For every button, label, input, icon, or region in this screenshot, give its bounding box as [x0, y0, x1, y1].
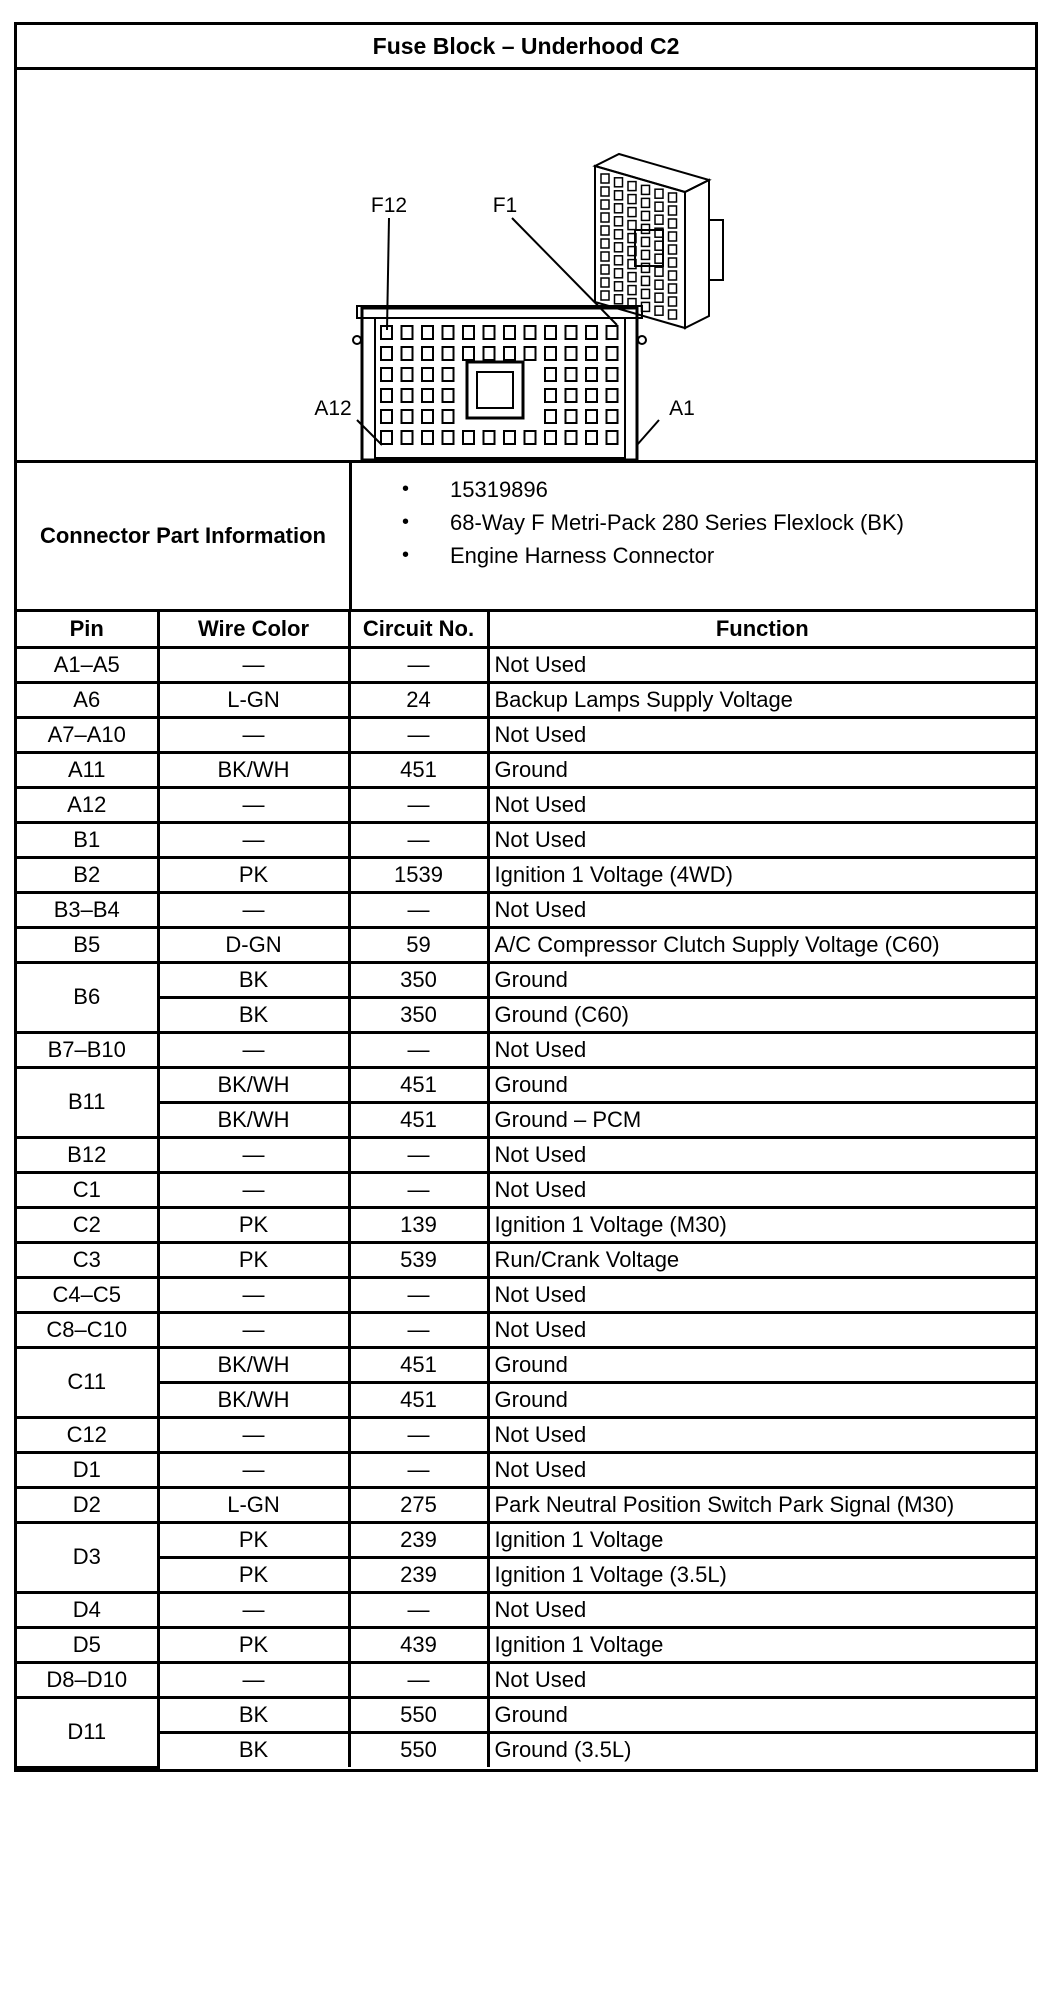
iso-cavity: [669, 232, 677, 241]
harness-name: • Engine Harness Connector: [402, 539, 1035, 572]
wire-color-cell: —: [158, 1277, 349, 1312]
table-row: [17, 1137, 1035, 1172]
function-cell: Run/Crank Voltage: [488, 1242, 1035, 1277]
cavity: [484, 431, 495, 444]
cavity: [422, 326, 433, 339]
circuit-cell: —: [349, 822, 488, 857]
iso-cavity: [655, 293, 663, 302]
pin-cell: C4–C5: [17, 1277, 158, 1312]
table-row: [17, 1487, 1035, 1522]
connector-diagram: [17, 70, 1035, 460]
table-row: [17, 1242, 1035, 1277]
table-row: [17, 962, 1035, 997]
wire-color-cell: —: [158, 1662, 349, 1697]
circuit-cell: 451: [349, 752, 488, 787]
cavity: [443, 410, 454, 423]
cavity: [607, 431, 618, 444]
cavity: [443, 431, 454, 444]
iso-cavity: [628, 221, 636, 230]
circuit-cell: 439: [349, 1627, 488, 1662]
pin-cell: B12: [17, 1137, 158, 1172]
function-cell: Not Used: [488, 1312, 1035, 1347]
cavity: [586, 347, 597, 360]
pinout-table: [17, 612, 1035, 1769]
iso-cavity: [628, 208, 636, 217]
cavity: [566, 410, 577, 423]
cavity: [566, 389, 577, 402]
iso-cavity: [601, 239, 609, 248]
wire-color-cell: BK/WH: [158, 1102, 349, 1137]
function-cell: Not Used: [488, 1137, 1035, 1172]
iso-cavity: [601, 200, 609, 209]
iso-cavity: [642, 198, 650, 207]
iso-cavity: [615, 204, 623, 213]
pin-cell: D4: [17, 1592, 158, 1627]
pin-cell: B5: [17, 927, 158, 962]
table-row: [17, 787, 1035, 822]
wire-color-cell: BK: [158, 997, 349, 1032]
table-row: [17, 1697, 1035, 1732]
cavity: [443, 368, 454, 381]
function-cell: Ignition 1 Voltage: [488, 1522, 1035, 1557]
wire-color-cell: PK: [158, 1207, 349, 1242]
wire-color-cell: —: [158, 892, 349, 927]
wire-color-cell: PK: [158, 1557, 349, 1592]
iso-cavity: [642, 185, 650, 194]
cavity: [545, 431, 556, 444]
cavity: [443, 347, 454, 360]
cavity: [545, 410, 556, 423]
table-row: [17, 682, 1035, 717]
table-header-row: [17, 612, 1035, 647]
iso-cavity: [642, 211, 650, 220]
wire-color-cell: PK: [158, 1522, 349, 1557]
circuit-cell: —: [349, 717, 488, 752]
part-number: • 15319896: [402, 473, 1035, 506]
cavity: [443, 389, 454, 402]
table-row: [17, 1732, 1035, 1767]
function-cell: Not Used: [488, 787, 1035, 822]
function-cell: Ground: [488, 1347, 1035, 1382]
wire-color-cell: PK: [158, 857, 349, 892]
iso-cavity: [601, 291, 609, 300]
iso-cavity: [669, 284, 677, 293]
cavity: [545, 368, 556, 381]
pin-cell: D1: [17, 1452, 158, 1487]
circuit-cell: 239: [349, 1522, 488, 1557]
pin-cell: A6: [17, 682, 158, 717]
cavity: [545, 326, 556, 339]
iso-cavity: [655, 254, 663, 263]
function-cell: Ignition 1 Voltage (4WD): [488, 857, 1035, 892]
iso-cavity: [642, 237, 650, 246]
circuit-cell: 350: [349, 962, 488, 997]
cavity: [381, 389, 392, 402]
pin-cell: C3: [17, 1242, 158, 1277]
table-row: [17, 927, 1035, 962]
iso-cavity: [655, 306, 663, 315]
cavity: [402, 389, 413, 402]
pin-cell: C1: [17, 1172, 158, 1207]
circuit-cell: —: [349, 892, 488, 927]
cavity: [422, 410, 433, 423]
pin-cell: A1–A5: [17, 647, 158, 682]
circuit-cell: —: [349, 1172, 488, 1207]
function-cell: Ground: [488, 1067, 1035, 1102]
cavity: [463, 431, 474, 444]
iso-cavity: [642, 276, 650, 285]
connector-description: • 68-Way F Metri-Pack 280 Series Flexlock (BK): [402, 506, 1035, 539]
circuit-cell: 239: [349, 1557, 488, 1592]
wire-color-cell: BK/WH: [158, 752, 349, 787]
circuit-cell: 539: [349, 1242, 488, 1277]
cavity: [566, 431, 577, 444]
function-cell: Not Used: [488, 1662, 1035, 1697]
pin-cell: C12: [17, 1417, 158, 1452]
label-a12: A12: [314, 397, 352, 420]
circuit-cell: 451: [349, 1347, 488, 1382]
pinout-rows: [17, 647, 1035, 1767]
cavity: [586, 389, 597, 402]
cavity: [607, 368, 618, 381]
circuit-cell: —: [349, 1137, 488, 1172]
table-row: [17, 1067, 1035, 1102]
header-function: Function: [488, 612, 1035, 647]
table-row: [17, 1662, 1035, 1697]
page-title: Fuse Block – Underhood C2: [17, 25, 1035, 70]
connector-info-list: [352, 463, 1035, 609]
cavity: [422, 431, 433, 444]
function-cell: Ignition 1 Voltage (3.5L): [488, 1557, 1035, 1592]
circuit-cell: —: [349, 1592, 488, 1627]
circuit-cell: —: [349, 1417, 488, 1452]
circuit-cell: —: [349, 1277, 488, 1312]
cavity: [504, 326, 515, 339]
connector-info-label: Connector Part Information: [17, 463, 352, 609]
cavity: [525, 431, 536, 444]
function-cell: Backup Lamps Supply Voltage: [488, 682, 1035, 717]
iso-cavity: [615, 243, 623, 252]
cavity: [607, 389, 618, 402]
pin-cell: B2: [17, 857, 158, 892]
iso-cavity: [655, 280, 663, 289]
iso-cavity: [669, 271, 677, 280]
cavity: [607, 347, 618, 360]
iso-cavity: [601, 174, 609, 183]
table-row: [17, 1032, 1035, 1067]
table-row: [17, 1277, 1035, 1312]
cavity: [422, 347, 433, 360]
circuit-cell: —: [349, 1662, 488, 1697]
iso-cavity: [615, 269, 623, 278]
iso-cavity: [615, 295, 623, 304]
cavity: [381, 431, 392, 444]
function-cell: Ground (3.5L): [488, 1732, 1035, 1767]
cavity: [402, 326, 413, 339]
wire-color-cell: —: [158, 1137, 349, 1172]
pin-cell: A12: [17, 787, 158, 822]
cavity: [484, 326, 495, 339]
wire-color-cell: L-GN: [158, 1487, 349, 1522]
cavity: [586, 326, 597, 339]
pin-cell: D3: [17, 1522, 158, 1592]
iso-cavity: [669, 258, 677, 267]
iso-cavity: [655, 202, 663, 211]
iso-cavity: [615, 282, 623, 291]
circuit-cell: 59: [349, 927, 488, 962]
cavity: [422, 389, 433, 402]
connector-part-info: [17, 463, 1035, 612]
table-row: [17, 1347, 1035, 1382]
function-cell: Ground – PCM: [488, 1102, 1035, 1137]
table-row: [17, 717, 1035, 752]
cavity: [402, 347, 413, 360]
pin-cell: C8–C10: [17, 1312, 158, 1347]
header-wire-color: Wire Color: [158, 612, 349, 647]
function-cell: Not Used: [488, 647, 1035, 682]
cavity: [381, 410, 392, 423]
table-row: [17, 1382, 1035, 1417]
cavity: [525, 326, 536, 339]
table-row: [17, 752, 1035, 787]
wire-color-cell: PK: [158, 1627, 349, 1662]
wire-color-cell: PK: [158, 1242, 349, 1277]
iso-cavity: [642, 250, 650, 259]
iso-cavity: [655, 241, 663, 250]
wire-color-cell: —: [158, 822, 349, 857]
circuit-cell: 550: [349, 1697, 488, 1732]
iso-cavity: [628, 195, 636, 204]
iso-cavity: [615, 178, 623, 187]
function-cell: Not Used: [488, 1417, 1035, 1452]
connector-iso-view: [595, 154, 723, 328]
wire-color-cell: —: [158, 1312, 349, 1347]
iso-cavity: [601, 252, 609, 261]
cavity: [402, 410, 413, 423]
iso-cavity: [615, 230, 623, 239]
circuit-cell: —: [349, 1312, 488, 1347]
connector-sheet: [14, 22, 1038, 1772]
function-cell: Not Used: [488, 1032, 1035, 1067]
iso-cavity: [655, 215, 663, 224]
wire-color-cell: —: [158, 717, 349, 752]
iso-cavity: [669, 310, 677, 319]
iso-cavity: [628, 286, 636, 295]
cavity: [566, 368, 577, 381]
wire-color-cell: BK: [158, 1697, 349, 1732]
table-row: [17, 1207, 1035, 1242]
table-row: [17, 997, 1035, 1032]
table-row: [17, 1522, 1035, 1557]
cavity: [422, 368, 433, 381]
wire-color-cell: —: [158, 1172, 349, 1207]
wire-color-cell: BK/WH: [158, 1347, 349, 1382]
iso-cavity: [615, 191, 623, 200]
pin-cell: B3–B4: [17, 892, 158, 927]
wire-color-cell: BK/WH: [158, 1382, 349, 1417]
table-row: [17, 1592, 1035, 1627]
function-cell: Not Used: [488, 822, 1035, 857]
function-cell: Ground: [488, 962, 1035, 997]
table-row: [17, 1417, 1035, 1452]
cavity: [443, 326, 454, 339]
connector-figure: [17, 70, 1035, 463]
pin-cell: D11: [17, 1697, 158, 1767]
table-row: [17, 1452, 1035, 1487]
pin-cell: C11: [17, 1347, 158, 1417]
table-row: [17, 1102, 1035, 1137]
circuit-cell: —: [349, 1452, 488, 1487]
circuit-cell: 275: [349, 1487, 488, 1522]
function-cell: Ignition 1 Voltage: [488, 1627, 1035, 1662]
iso-cavity: [642, 263, 650, 272]
pin-cell: C2: [17, 1207, 158, 1242]
cavity: [381, 368, 392, 381]
table-row: [17, 857, 1035, 892]
function-cell: Ground: [488, 1697, 1035, 1732]
circuit-cell: —: [349, 1032, 488, 1067]
cavity: [545, 347, 556, 360]
function-cell: Not Used: [488, 892, 1035, 927]
circuit-cell: —: [349, 787, 488, 822]
function-cell: Ground: [488, 1382, 1035, 1417]
pin-cell: B7–B10: [17, 1032, 158, 1067]
table-row: [17, 892, 1035, 927]
function-cell: Not Used: [488, 1172, 1035, 1207]
iso-cavity: [615, 217, 623, 226]
iso-cavity: [628, 182, 636, 191]
cavity: [566, 347, 577, 360]
function-cell: Park Neutral Position Switch Park Signal (M30): [488, 1487, 1035, 1522]
circuit-cell: 550: [349, 1732, 488, 1767]
cavity: [586, 410, 597, 423]
iso-cavity: [669, 193, 677, 202]
function-cell: Not Used: [488, 1277, 1035, 1312]
iso-cavity: [642, 289, 650, 298]
circuit-cell: 451: [349, 1102, 488, 1137]
table-row: [17, 1557, 1035, 1592]
cavity: [566, 326, 577, 339]
iso-cavity: [669, 297, 677, 306]
circuit-cell: —: [349, 647, 488, 682]
function-cell: A/C Compressor Clutch Supply Voltage (C60): [488, 927, 1035, 962]
table-row: [17, 822, 1035, 857]
header-pin: Pin: [17, 612, 158, 647]
wire-color-cell: BK: [158, 1732, 349, 1767]
iso-cavity: [655, 189, 663, 198]
pin-cell: B1: [17, 822, 158, 857]
wire-color-cell: —: [158, 787, 349, 822]
function-cell: Ignition 1 Voltage (M30): [488, 1207, 1035, 1242]
cavity: [402, 368, 413, 381]
iso-cavity: [642, 224, 650, 233]
pin-cell: D8–D10: [17, 1662, 158, 1697]
iso-cavity: [601, 265, 609, 274]
iso-cavity: [628, 273, 636, 282]
wire-color-cell: BK: [158, 962, 349, 997]
wire-color-cell: —: [158, 647, 349, 682]
iso-cavity: [601, 213, 609, 222]
iso-cavity: [601, 226, 609, 235]
cavity: [504, 347, 515, 360]
pin-cell: D5: [17, 1627, 158, 1662]
circuit-cell: 451: [349, 1382, 488, 1417]
iso-cavity: [601, 187, 609, 196]
pin-cell: B6: [17, 962, 158, 1032]
connector-face-view: [353, 306, 646, 460]
iso-cavity: [655, 267, 663, 276]
circuit-cell: 350: [349, 997, 488, 1032]
cavity: [484, 347, 495, 360]
header-circuit-no: Circuit No.: [349, 612, 488, 647]
iso-cavity: [669, 206, 677, 215]
function-cell: Ground: [488, 752, 1035, 787]
function-cell: Not Used: [488, 1452, 1035, 1487]
cavity: [402, 431, 413, 444]
wire-color-cell: —: [158, 1032, 349, 1067]
pin-cell: A7–A10: [17, 717, 158, 752]
function-cell: Not Used: [488, 1592, 1035, 1627]
pin-cell: D2: [17, 1487, 158, 1522]
cavity: [607, 326, 618, 339]
iso-cavity: [669, 219, 677, 228]
cavity: [545, 389, 556, 402]
iso-cavity: [601, 278, 609, 287]
wire-color-cell: —: [158, 1452, 349, 1487]
pin-cell: A11: [17, 752, 158, 787]
cavity: [586, 368, 597, 381]
wire-color-cell: L-GN: [158, 682, 349, 717]
label-a1: A1: [669, 397, 695, 420]
cavity: [607, 410, 618, 423]
circuit-cell: 1539: [349, 857, 488, 892]
wire-color-cell: BK/WH: [158, 1067, 349, 1102]
cavity: [504, 431, 515, 444]
label-f12: F12: [370, 194, 408, 217]
function-cell: Not Used: [488, 717, 1035, 752]
function-cell: Ground (C60): [488, 997, 1035, 1032]
cavity: [381, 347, 392, 360]
table-row: [17, 1627, 1035, 1662]
wire-color-cell: D-GN: [158, 927, 349, 962]
cavity: [586, 431, 597, 444]
table-row: [17, 1172, 1035, 1207]
circuit-cell: 139: [349, 1207, 488, 1242]
iso-cavity: [669, 245, 677, 254]
circuit-cell: 24: [349, 682, 488, 717]
cavity: [525, 347, 536, 360]
label-f1: F1: [492, 194, 518, 217]
table-row: [17, 647, 1035, 682]
wire-color-cell: —: [158, 1417, 349, 1452]
iso-cavity: [615, 256, 623, 265]
wire-color-cell: —: [158, 1592, 349, 1627]
table-row: [17, 1312, 1035, 1347]
cavity: [463, 347, 474, 360]
cavity: [463, 326, 474, 339]
pin-cell: B11: [17, 1067, 158, 1137]
circuit-cell: 451: [349, 1067, 488, 1102]
